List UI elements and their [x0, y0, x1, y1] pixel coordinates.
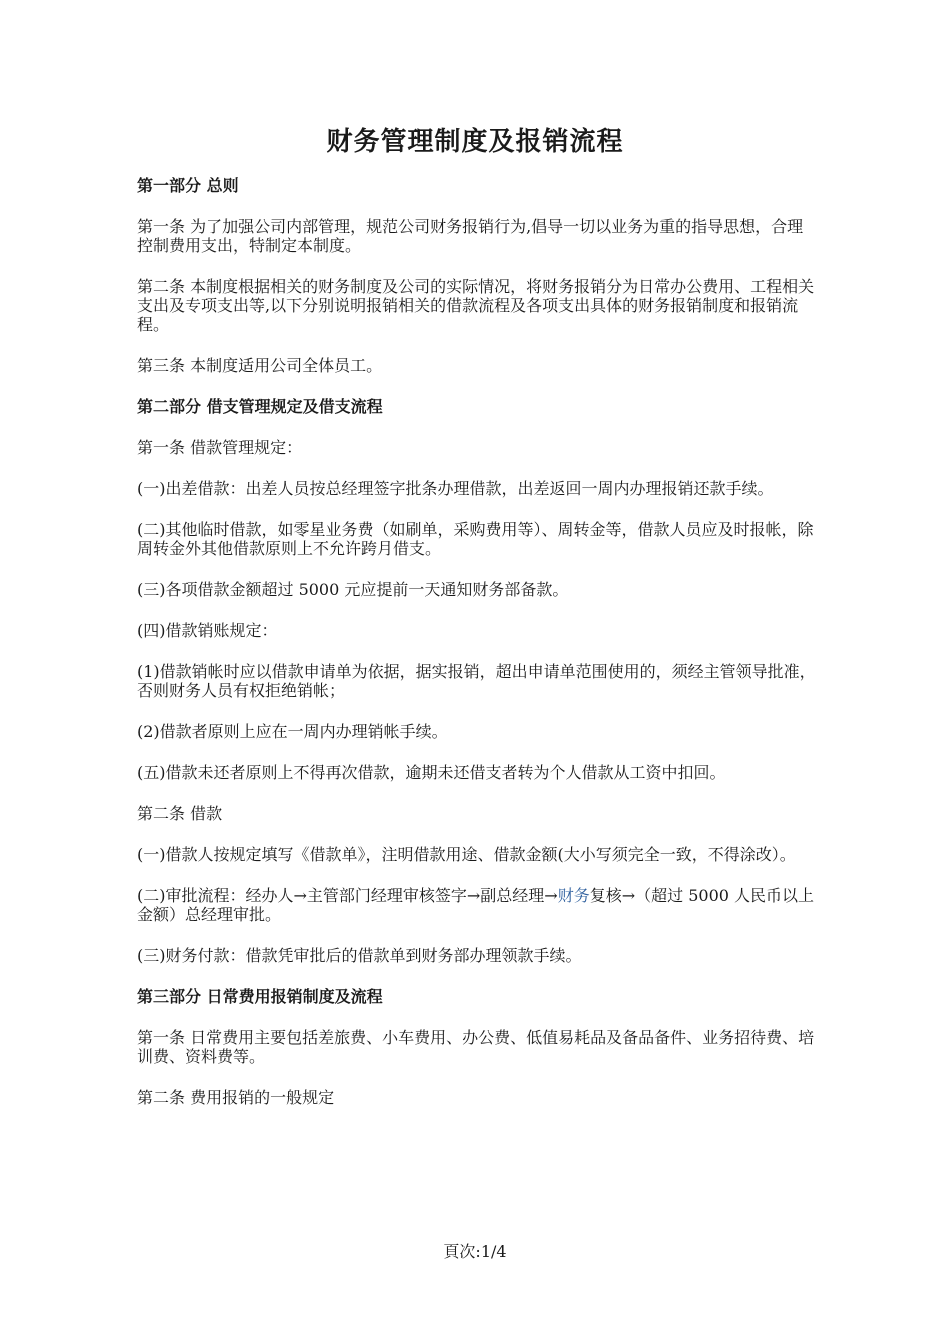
section-heading-general: 第一部分 总则: [137, 176, 239, 195]
settlement-rule-2: (2)借款者原则上应在一周内办理销帐手续。: [137, 722, 448, 741]
document-title: 财务管理制度及报销流程: [326, 127, 624, 157]
article-3-applicability: 第三条 本制度适用公司全体员工。: [137, 356, 383, 375]
finance-payment-item: (三)财务付款：借款凭审批后的借款单到财务部办理领款手续。: [137, 946, 582, 965]
borrowing-item-temporary: (二)其他临时借款，如零星业务费（如刷单，采购费用等）、周转金等，借款人员应及时报帐，除周转金外其他借款原则上不允许跨月借支。: [137, 520, 814, 558]
borrowing-form-item: (一)借款人按规定填写《借款单》，注明借款用途、借款金额(大小写须完全一致，不得涂改）。: [137, 845, 796, 864]
section-heading-borrowing: 第二部分 借支管理规定及借支流程: [137, 397, 383, 416]
article-1-purpose: 第一条 为了加强公司内部管理，规范公司财务报销行为,倡导一切以业务为重的指导思想，合理控制费用支出，特制定本制度。: [137, 217, 804, 255]
page-number: 頁次:1/4: [443, 1242, 507, 1261]
borrowing-item-settlement: (四)借款销账规定：: [137, 621, 278, 640]
borrowing-item-travel: (一)出差借款：出差人员按总经理签字批条办理借款，出差返回一周内办理报销还款手续。: [137, 479, 774, 498]
approval-process-item: [137, 886, 817, 924]
borrowing-item-amount: (三)各项借款金额超过 5000 元应提前一天通知财务部备款。: [137, 580, 569, 599]
article-2-scope-basis: 第二条 本制度根据相关的财务制度及公司的实际情况，将财务报销分为日常办公费用、工程相关支出及专项支出等,以下分别说明报销相关的借款流程及各项支出具体的财务报销制度和报销流程。: [137, 277, 815, 334]
settlement-rule-1: (1)借款销帐时应以借款申请单为依据，据实报销，超出申请单范围使用的，须经主管领导批准，否则财务人员有权拒绝销帐；: [137, 662, 816, 700]
daily-expense-article-2: 第二条 费用报销的一般规定: [137, 1088, 335, 1107]
daily-expense-article-1: 第一条 日常费用主要包括差旅费、小车费用、办公费、低值易耗品及备品备件、业务招待费、培训费、资料费等。: [137, 1028, 815, 1066]
approval-text-after: 复核→（超过 5000 人民币以上金额）总经理审批。: [137, 886, 815, 924]
document-body: [137, 176, 817, 1129]
approval-text-before: (二)审批流程：经办人→主管部门经理审核签字→副总经理→: [137, 886, 558, 905]
finance-link[interactable]: 财务: [557, 886, 590, 905]
borrowing-item-unpaid: (五)借款未还者原则上不得再次借款，逾期未还借支者转为个人借款从工资中扣回。: [137, 763, 726, 782]
section-heading-daily-expenses: 第三部分 日常费用报销制度及流程: [137, 987, 383, 1006]
borrowing-article-2: 第二条 借款: [137, 804, 223, 823]
borrowing-article-1: 第一条 借款管理规定：: [137, 438, 303, 457]
